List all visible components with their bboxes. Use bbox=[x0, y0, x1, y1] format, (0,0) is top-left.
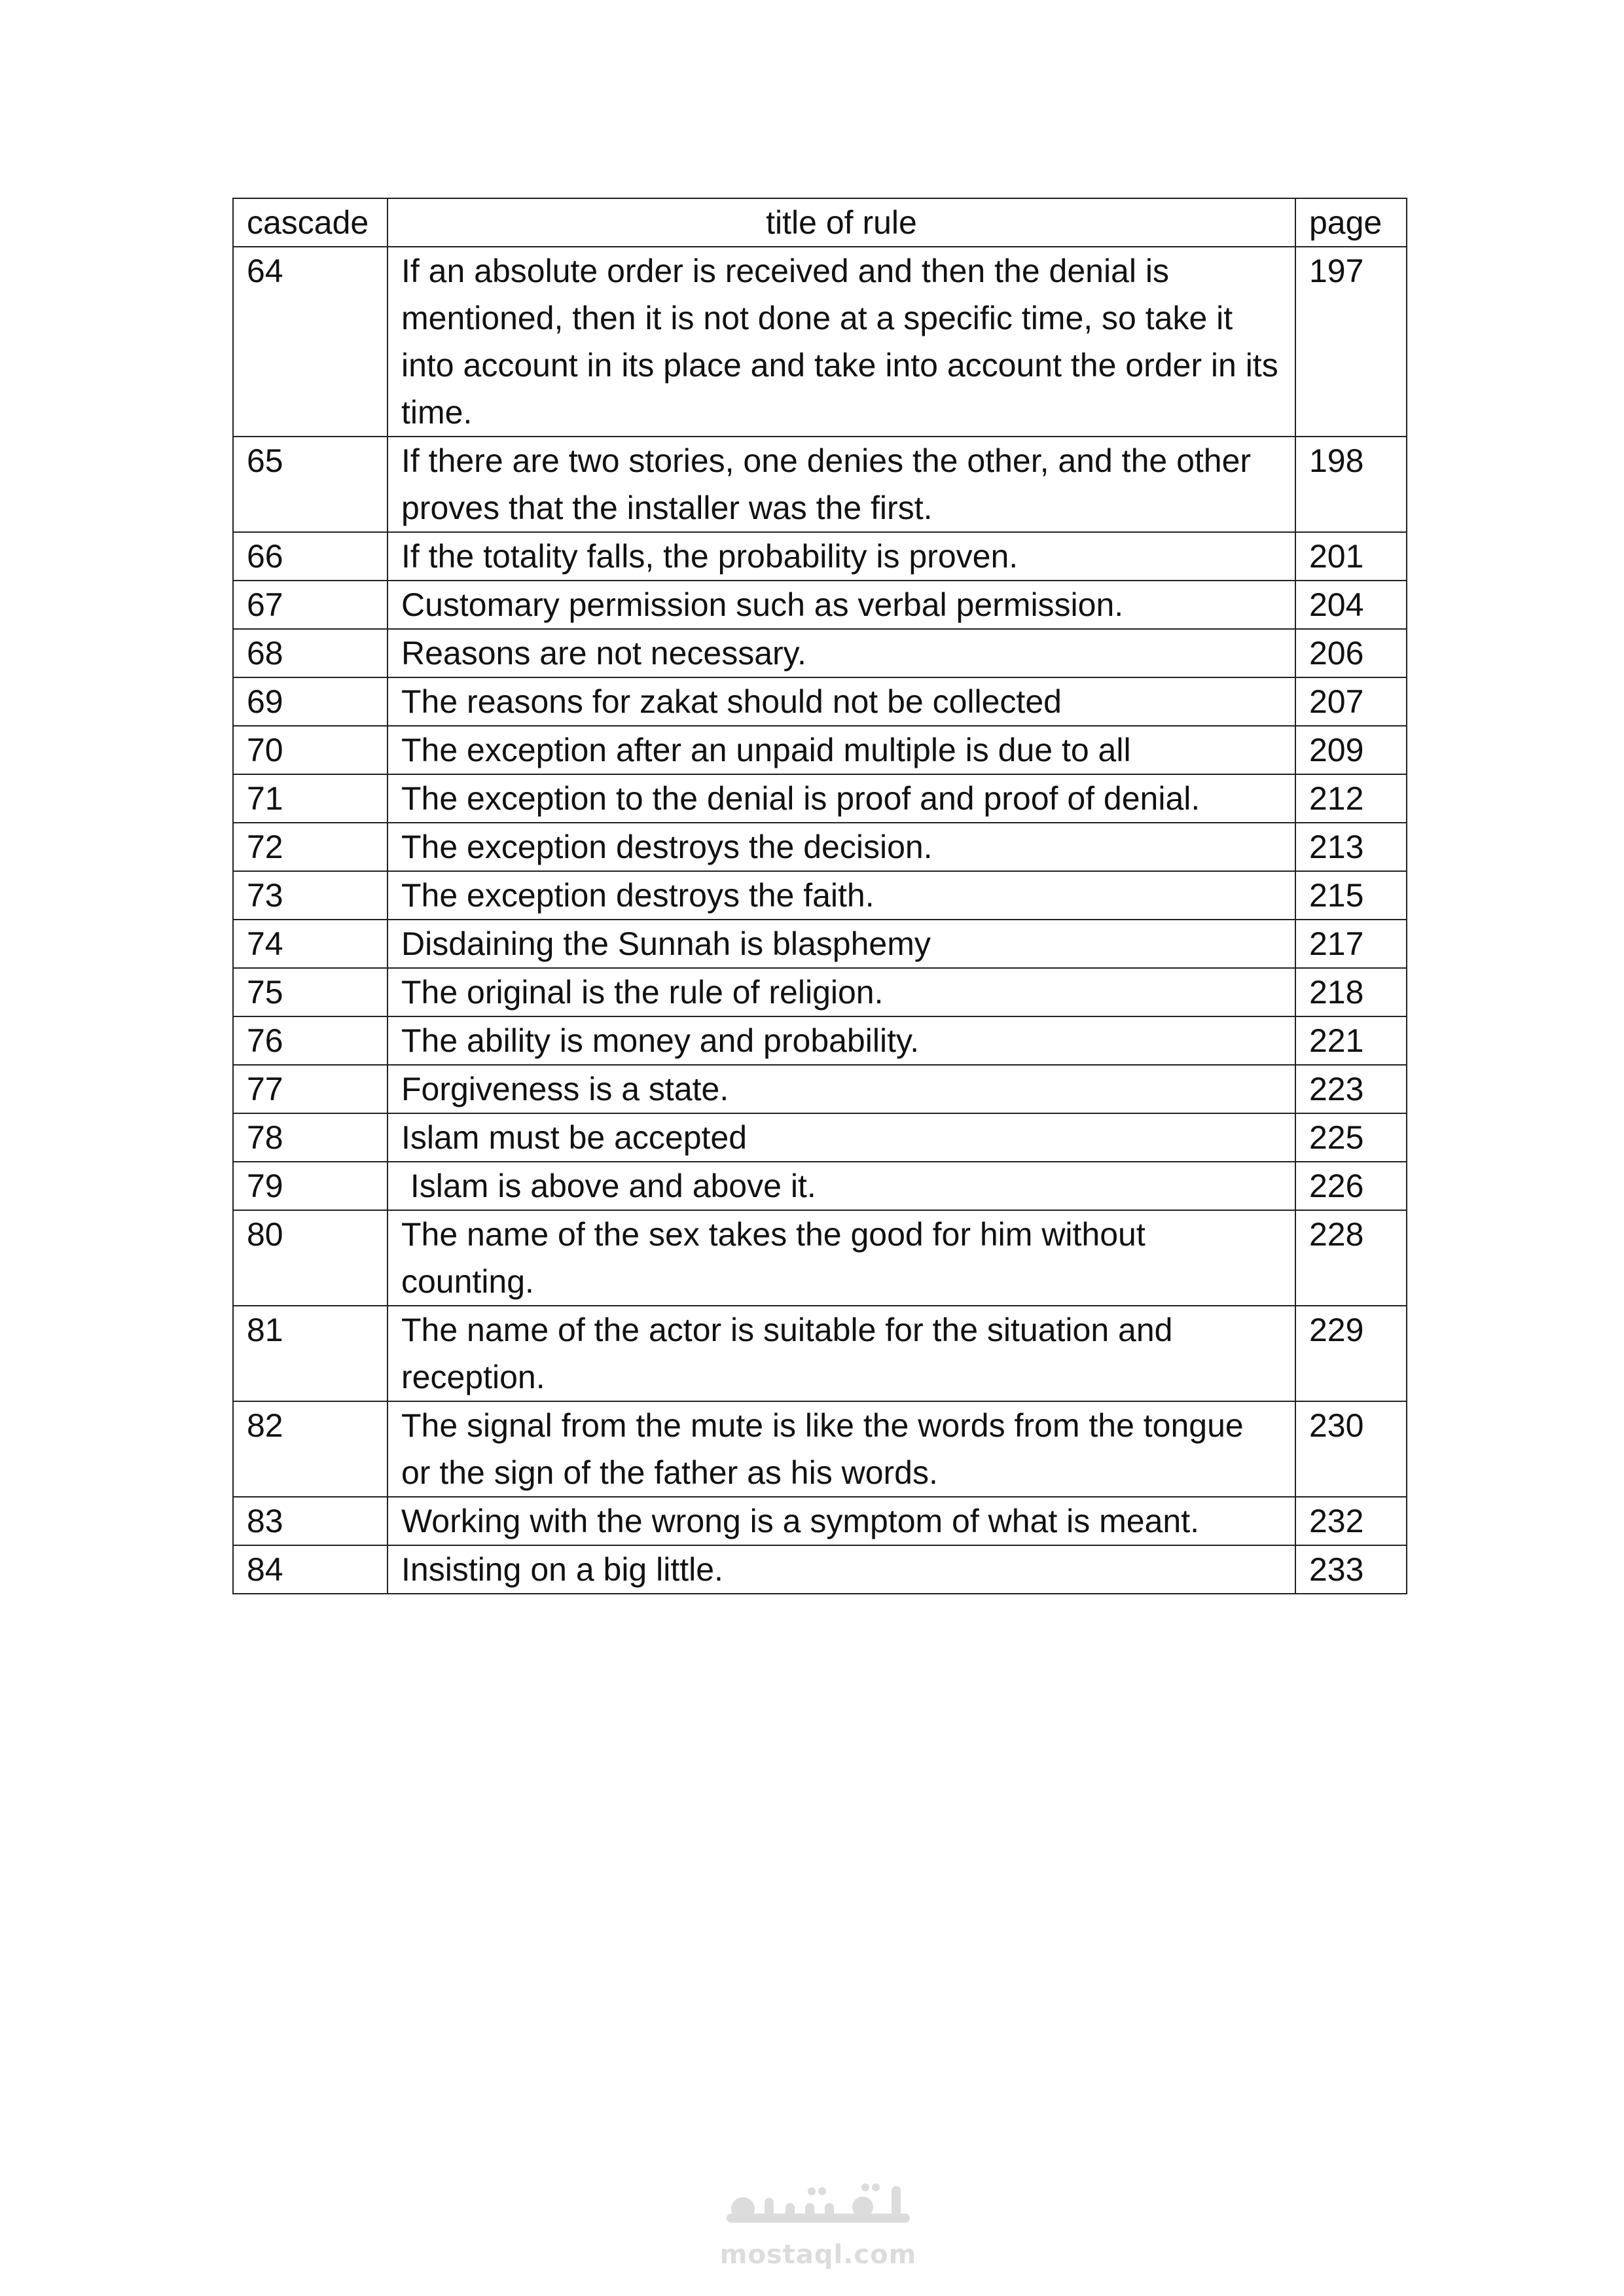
header-title-of-rule: title of rule bbox=[388, 198, 1295, 247]
cell-page: 229 bbox=[1295, 1306, 1407, 1401]
table-row bbox=[233, 871, 1407, 920]
cell-page: 217 bbox=[1295, 920, 1407, 968]
cell-title-of-rule: The exception to the denial is proof and proof of denial. bbox=[388, 774, 1295, 823]
cell-cascade: 77 bbox=[233, 1065, 388, 1113]
cell-page: 233 bbox=[1295, 1545, 1407, 1594]
cell-cascade: 70 bbox=[233, 726, 388, 774]
cell-title-of-rule: The exception destroys the decision. bbox=[388, 823, 1295, 871]
table-row bbox=[233, 1545, 1407, 1594]
cell-page: 213 bbox=[1295, 823, 1407, 871]
table-row bbox=[233, 1306, 1407, 1401]
cell-page: 232 bbox=[1295, 1497, 1407, 1545]
cell-page: 207 bbox=[1295, 677, 1407, 726]
cell-title-of-rule: The signal from the mute is like the words from the tongue or the sign of the father as his words. bbox=[388, 1401, 1295, 1497]
table-row bbox=[233, 1113, 1407, 1162]
cell-page: 218 bbox=[1295, 968, 1407, 1016]
cell-cascade: 72 bbox=[233, 823, 388, 871]
cell-cascade: 74 bbox=[233, 920, 388, 968]
cell-cascade: 78 bbox=[233, 1113, 388, 1162]
cell-cascade: 76 bbox=[233, 1016, 388, 1065]
cell-cascade: 75 bbox=[233, 968, 388, 1016]
table-row bbox=[233, 1210, 1407, 1306]
cell-page: 204 bbox=[1295, 581, 1407, 629]
cell-page: 212 bbox=[1295, 774, 1407, 823]
cell-title-of-rule: If the totality falls, the probability is proven. bbox=[388, 532, 1295, 581]
mostaql-watermark bbox=[713, 2179, 923, 2271]
cell-title-of-rule: Islam is above and above it. bbox=[388, 1162, 1295, 1210]
cell-page: 198 bbox=[1295, 437, 1407, 532]
cell-page: 215 bbox=[1295, 871, 1407, 920]
table-header-row bbox=[233, 198, 1407, 247]
cell-cascade: 64 bbox=[233, 247, 388, 437]
cell-cascade: 80 bbox=[233, 1210, 388, 1306]
cell-cascade: 69 bbox=[233, 677, 388, 726]
cell-cascade: 65 bbox=[233, 437, 388, 532]
table-row bbox=[233, 677, 1407, 726]
cell-title-of-rule: Forgiveness is a state. bbox=[388, 1065, 1295, 1113]
cell-page: 230 bbox=[1295, 1401, 1407, 1497]
cell-title-of-rule: Reasons are not necessary. bbox=[388, 629, 1295, 677]
rules-table-body bbox=[233, 247, 1407, 1594]
cell-page: 206 bbox=[1295, 629, 1407, 677]
table-row bbox=[233, 1401, 1407, 1497]
cell-cascade: 68 bbox=[233, 629, 388, 677]
cell-page: 221 bbox=[1295, 1016, 1407, 1065]
cell-title-of-rule: The name of the sex takes the good for him without counting. bbox=[388, 1210, 1295, 1306]
table-row bbox=[233, 437, 1407, 532]
cell-cascade: 67 bbox=[233, 581, 388, 629]
table-row bbox=[233, 247, 1407, 437]
cell-title-of-rule: The reasons for zakat should not be collected bbox=[388, 677, 1295, 726]
table-row bbox=[233, 968, 1407, 1016]
cell-title-of-rule: The original is the rule of religion. bbox=[388, 968, 1295, 1016]
table-row bbox=[233, 1016, 1407, 1065]
cell-title-of-rule: The exception destroys the faith. bbox=[388, 871, 1295, 920]
cell-cascade: 79 bbox=[233, 1162, 388, 1210]
cell-cascade: 83 bbox=[233, 1497, 388, 1545]
watermark-site-text: mostaql.com bbox=[719, 2240, 917, 2270]
cell-title-of-rule: Islam must be accepted bbox=[388, 1113, 1295, 1162]
cell-cascade: 66 bbox=[233, 532, 388, 581]
cell-cascade: 73 bbox=[233, 871, 388, 920]
cell-cascade: 84 bbox=[233, 1545, 388, 1594]
cell-page: 197 bbox=[1295, 247, 1407, 437]
cell-title-of-rule: The name of the actor is suitable for the situation and reception. bbox=[388, 1306, 1295, 1401]
cell-title-of-rule: If there are two stories, one denies the other, and the other proves that the installer was the first. bbox=[388, 437, 1295, 532]
cell-title-of-rule: The ability is money and probability. bbox=[388, 1016, 1295, 1065]
table-row bbox=[233, 726, 1407, 774]
table-row bbox=[233, 774, 1407, 823]
cell-page: 201 bbox=[1295, 532, 1407, 581]
cell-page: 226 bbox=[1295, 1162, 1407, 1210]
header-page: page bbox=[1295, 198, 1407, 247]
table-row bbox=[233, 920, 1407, 968]
cell-page: 228 bbox=[1295, 1210, 1407, 1306]
table-row bbox=[233, 1162, 1407, 1210]
cell-page: 209 bbox=[1295, 726, 1407, 774]
cell-cascade: 71 bbox=[233, 774, 388, 823]
table-row bbox=[233, 1065, 1407, 1113]
cell-title-of-rule: Insisting on a big little. bbox=[388, 1545, 1295, 1594]
cell-cascade: 82 bbox=[233, 1401, 388, 1497]
header-cascade: cascade bbox=[233, 198, 388, 247]
cell-title-of-rule: Working with the wrong is a symptom of what is meant. bbox=[388, 1497, 1295, 1545]
table-row bbox=[233, 629, 1407, 677]
table-row bbox=[233, 1497, 1407, 1545]
table-row bbox=[233, 823, 1407, 871]
cell-title-of-rule: The exception after an unpaid multiple is due to all bbox=[388, 726, 1295, 774]
table-row bbox=[233, 581, 1407, 629]
rules-table bbox=[232, 198, 1407, 1594]
table-row bbox=[233, 532, 1407, 581]
cell-cascade: 81 bbox=[233, 1306, 388, 1401]
cell-page: 225 bbox=[1295, 1113, 1407, 1162]
mostaql-logo-icon bbox=[713, 2179, 923, 2238]
cell-title-of-rule: Customary permission such as verbal permission. bbox=[388, 581, 1295, 629]
cell-title-of-rule: If an absolute order is received and then the denial is mentioned, then it is not done at a specific time, so take it into account in its place and take into account the order in its time. bbox=[388, 247, 1295, 437]
cell-page: 223 bbox=[1295, 1065, 1407, 1113]
cell-title-of-rule: Disdaining the Sunnah is blasphemy bbox=[388, 920, 1295, 968]
